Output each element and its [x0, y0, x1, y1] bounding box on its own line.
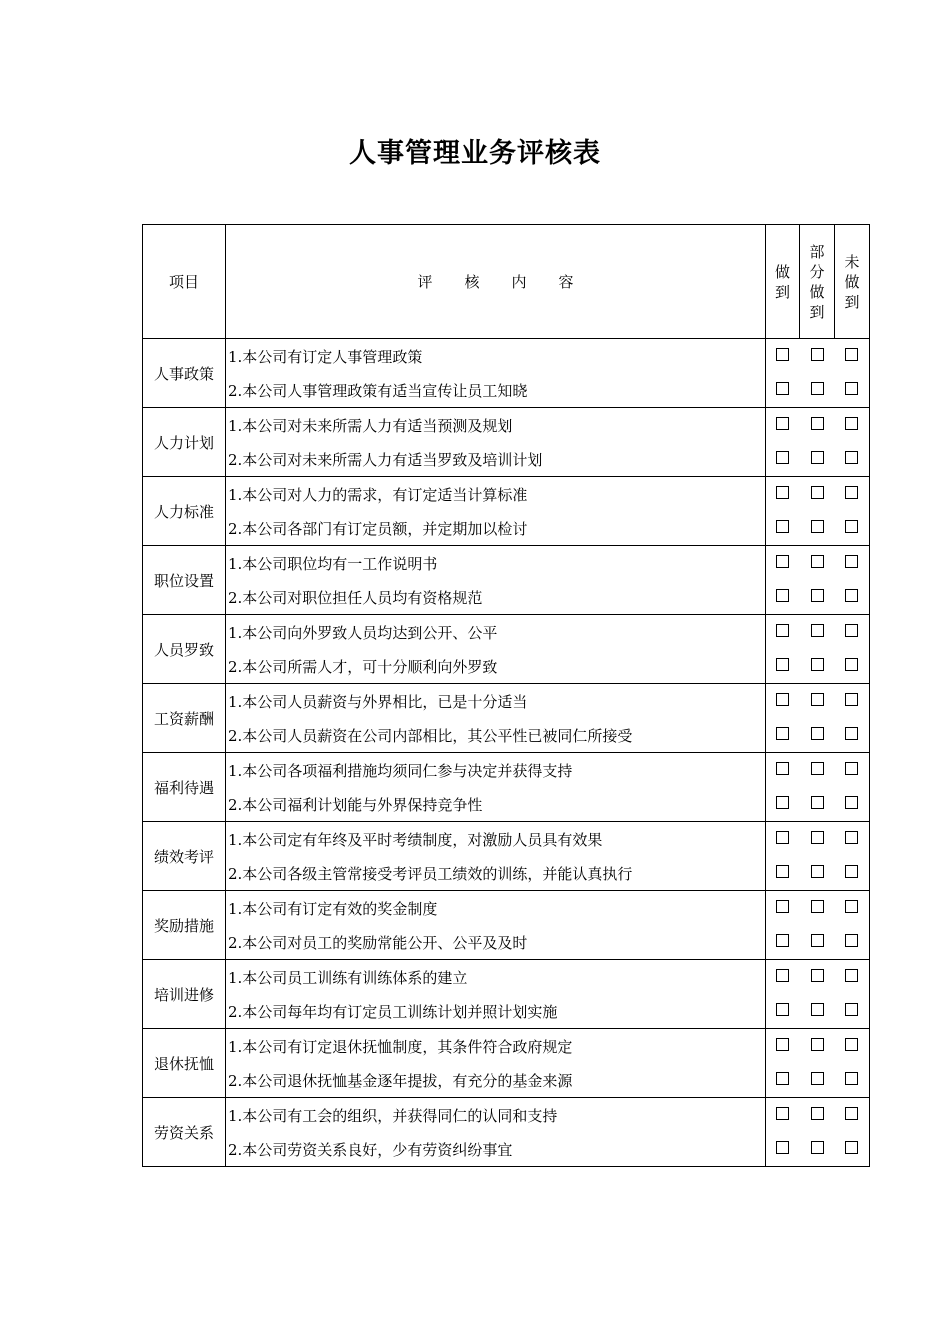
- checkbox-done[interactable]: [776, 796, 789, 809]
- checkbox-not-done[interactable]: [845, 589, 858, 602]
- category-cell: 劳资关系: [143, 1098, 226, 1167]
- checkbox-done[interactable]: [776, 624, 789, 637]
- checkbox-cell-partial: [800, 822, 835, 857]
- table-row: [143, 408, 870, 443]
- checkbox-partial[interactable]: [811, 589, 824, 602]
- table-row: [143, 718, 870, 753]
- table-row: [143, 373, 870, 408]
- checkbox-cell-not-done: [835, 1132, 870, 1167]
- checkbox-not-done[interactable]: [845, 693, 858, 706]
- checkbox-cell-partial: [800, 1098, 835, 1133]
- criteria-text: 2.本公司各部门有订定员额，并定期加以检讨: [226, 511, 766, 546]
- criteria-text: 2.本公司人事管理政策有适当宣传让员工知晓: [226, 373, 766, 408]
- checkbox-cell-not-done: [835, 684, 870, 719]
- category-cell: 奖励措施: [143, 891, 226, 960]
- checkbox-done[interactable]: [776, 486, 789, 499]
- checkbox-cell-partial: [800, 442, 835, 477]
- header-char: 部: [809, 242, 825, 261]
- checkbox-cell-partial: [800, 477, 835, 512]
- checkbox-done[interactable]: [776, 969, 789, 982]
- checkbox-cell-not-done: [835, 1063, 870, 1098]
- checkbox-cell-partial: [800, 408, 835, 443]
- criteria-text: 1.本公司对未来所需人力有适当预测及规划: [226, 408, 766, 443]
- checkbox-done[interactable]: [776, 589, 789, 602]
- category-cell: 培训进修: [143, 960, 226, 1029]
- checkbox-not-done[interactable]: [845, 969, 858, 982]
- header-char: 做: [809, 282, 825, 301]
- checkbox-done[interactable]: [776, 451, 789, 464]
- checkbox-cell-partial: [800, 994, 835, 1029]
- checkbox-cell-partial: [800, 960, 835, 995]
- checkbox-done[interactable]: [776, 762, 789, 775]
- category-cell: 人员罗致: [143, 615, 226, 684]
- checkbox-done[interactable]: [776, 1038, 789, 1051]
- header-done: [766, 225, 800, 339]
- checkbox-partial[interactable]: [811, 831, 824, 844]
- checkbox-partial[interactable]: [811, 624, 824, 637]
- header-item: 项目: [143, 225, 226, 339]
- table-row: [143, 339, 870, 374]
- checkbox-not-done[interactable]: [845, 520, 858, 533]
- checkbox-cell-done: [766, 684, 800, 719]
- header-char: 做: [844, 272, 860, 291]
- checkbox-cell-partial: [800, 649, 835, 684]
- header-char: 到: [844, 292, 860, 311]
- criteria-text: 2.本公司福利计划能与外界保持竞争性: [226, 787, 766, 822]
- checkbox-not-done[interactable]: [845, 1038, 858, 1051]
- header-char: 到: [774, 282, 790, 301]
- checkbox-cell-done: [766, 442, 800, 477]
- checkbox-not-done[interactable]: [845, 658, 858, 671]
- checkbox-cell-not-done: [835, 373, 870, 408]
- checkbox-cell-done: [766, 580, 800, 615]
- checkbox-partial[interactable]: [811, 382, 824, 395]
- table-row: [143, 1029, 870, 1064]
- table-row: [143, 994, 870, 1029]
- checkbox-not-done[interactable]: [845, 451, 858, 464]
- criteria-text: 2.本公司所需人才，可十分顺利向外罗致: [226, 649, 766, 684]
- checkbox-partial[interactable]: [811, 796, 824, 809]
- criteria-text: 2.本公司各级主管常接受考评员工绩效的训练，并能认真执行: [226, 856, 766, 891]
- criteria-text: 1.本公司有工会的组织，并获得同仁的认同和支持: [226, 1098, 766, 1133]
- checkbox-partial[interactable]: [811, 486, 824, 499]
- checkbox-partial[interactable]: [811, 555, 824, 568]
- checkbox-cell-partial: [800, 1132, 835, 1167]
- checkbox-cell-not-done: [835, 649, 870, 684]
- checkbox-done[interactable]: [776, 934, 789, 947]
- checkbox-cell-not-done: [835, 856, 870, 891]
- checkbox-cell-done: [766, 1098, 800, 1133]
- table-row: [143, 787, 870, 822]
- checkbox-cell-not-done: [835, 1098, 870, 1133]
- category-cell: 人事政策: [143, 339, 226, 408]
- checkbox-not-done[interactable]: [845, 1107, 858, 1120]
- table-row: [143, 960, 870, 995]
- checkbox-not-done[interactable]: [845, 348, 858, 361]
- checkbox-not-done[interactable]: [845, 762, 858, 775]
- checkbox-cell-done: [766, 615, 800, 650]
- criteria-text: 1.本公司员工训练有训练体系的建立: [226, 960, 766, 995]
- criteria-text: 2.本公司每年均有订定员工训练计划并照计划实施: [226, 994, 766, 1029]
- checkbox-cell-partial: [800, 787, 835, 822]
- header-row: [143, 225, 870, 339]
- table-row: [143, 1132, 870, 1167]
- checkbox-cell-done: [766, 649, 800, 684]
- category-cell: 退休抚恤: [143, 1029, 226, 1098]
- table-row: [143, 649, 870, 684]
- checkbox-done[interactable]: [776, 693, 789, 706]
- header-char: 做: [774, 262, 790, 281]
- checkbox-partial[interactable]: [811, 520, 824, 533]
- checkbox-cell-not-done: [835, 615, 870, 650]
- checkbox-cell-partial: [800, 891, 835, 926]
- checkbox-partial[interactable]: [811, 417, 824, 430]
- checkbox-cell-done: [766, 511, 800, 546]
- header-content-char: 容: [558, 273, 574, 291]
- checkbox-cell-not-done: [835, 994, 870, 1029]
- checkbox-done[interactable]: [776, 1107, 789, 1120]
- checkbox-cell-done: [766, 718, 800, 753]
- header-not-done: [835, 225, 870, 339]
- checkbox-cell-partial: [800, 511, 835, 546]
- checkbox-cell-not-done: [835, 891, 870, 926]
- checkbox-cell-not-done: [835, 787, 870, 822]
- page-title: 人事管理业务评核表: [349, 138, 601, 169]
- checkbox-cell-not-done: [835, 408, 870, 443]
- category-cell: 人力计划: [143, 408, 226, 477]
- checkbox-not-done[interactable]: [845, 555, 858, 568]
- checkbox-done[interactable]: [776, 658, 789, 671]
- criteria-text: 1.本公司对人力的需求，有订定适当计算标准: [226, 477, 766, 512]
- checkbox-partial[interactable]: [811, 658, 824, 671]
- category-cell: 人力标准: [143, 477, 226, 546]
- checkbox-cell-partial: [800, 546, 835, 581]
- checkbox-done[interactable]: [776, 555, 789, 568]
- checkbox-not-done[interactable]: [845, 934, 858, 947]
- checkbox-not-done[interactable]: [845, 1141, 858, 1154]
- checkbox-cell-not-done: [835, 511, 870, 546]
- checkbox-cell-partial: [800, 684, 835, 719]
- table-row: [143, 925, 870, 960]
- table-row: [143, 580, 870, 615]
- header-char: 分: [809, 262, 825, 281]
- checkbox-cell-done: [766, 856, 800, 891]
- checkbox-done[interactable]: [776, 382, 789, 395]
- checkbox-partial[interactable]: [811, 1003, 824, 1016]
- checkbox-done[interactable]: [776, 417, 789, 430]
- criteria-text: 1.本公司有订定退休抚恤制度，其条件符合政府规定: [226, 1029, 766, 1064]
- checkbox-cell-done: [766, 546, 800, 581]
- table-row: [143, 511, 870, 546]
- criteria-text: 1.本公司各项福利措施均须同仁参与决定并获得支持: [226, 753, 766, 788]
- criteria-text: 2.本公司对未来所需人力有适当罗致及培训计划: [226, 442, 766, 477]
- header-char: 未: [844, 252, 860, 271]
- checkbox-cell-not-done: [835, 546, 870, 581]
- checkbox-cell-partial: [800, 1063, 835, 1098]
- checkbox-not-done[interactable]: [845, 796, 858, 809]
- criteria-text: 1.本公司人员薪资与外界相比，已是十分适当: [226, 684, 766, 719]
- checkbox-cell-not-done: [835, 960, 870, 995]
- checkbox-cell-not-done: [835, 822, 870, 857]
- table-row: [143, 684, 870, 719]
- checkbox-cell-partial: [800, 580, 835, 615]
- checkbox-not-done[interactable]: [845, 624, 858, 637]
- checkbox-done[interactable]: [776, 348, 789, 361]
- checkbox-not-done[interactable]: [845, 382, 858, 395]
- criteria-text: 2.本公司人员薪资在公司内部相比，其公平性已被同仁所接受: [226, 718, 766, 753]
- checkbox-not-done[interactable]: [845, 1003, 858, 1016]
- checkbox-cell-done: [766, 891, 800, 926]
- checkbox-cell-done: [766, 339, 800, 374]
- checkbox-partial[interactable]: [811, 1141, 824, 1154]
- checkbox-cell-partial: [800, 753, 835, 788]
- criteria-text: 1.本公司职位均有一工作说明书: [226, 546, 766, 581]
- checkbox-done[interactable]: [776, 727, 789, 740]
- checkbox-partial[interactable]: [811, 865, 824, 878]
- checkbox-done[interactable]: [776, 1003, 789, 1016]
- criteria-text: 1.本公司有订定人事管理政策: [226, 339, 766, 374]
- checkbox-not-done[interactable]: [845, 486, 858, 499]
- checkbox-cell-done: [766, 373, 800, 408]
- category-cell: 工资薪酬: [143, 684, 226, 753]
- checkbox-cell-partial: [800, 925, 835, 960]
- checkbox-done[interactable]: [776, 1072, 789, 1085]
- checkbox-partial[interactable]: [811, 693, 824, 706]
- checkbox-done[interactable]: [776, 865, 789, 878]
- evaluation-table: [142, 224, 870, 1167]
- checkbox-cell-done: [766, 408, 800, 443]
- category-cell: 绩效考评: [143, 822, 226, 891]
- checkbox-partial[interactable]: [811, 1072, 824, 1085]
- table-row: [143, 1063, 870, 1098]
- category-cell: 福利待遇: [143, 753, 226, 822]
- criteria-text: 1.本公司有订定有效的奖金制度: [226, 891, 766, 926]
- checkbox-cell-done: [766, 1029, 800, 1064]
- checkbox-partial[interactable]: [811, 934, 824, 947]
- checkbox-not-done[interactable]: [845, 727, 858, 740]
- checkbox-not-done[interactable]: [845, 831, 858, 844]
- table-row: [143, 1098, 870, 1133]
- checkbox-done[interactable]: [776, 900, 789, 913]
- table-row: [143, 615, 870, 650]
- checkbox-cell-done: [766, 1132, 800, 1167]
- checkbox-cell-partial: [800, 718, 835, 753]
- checkbox-cell-not-done: [835, 753, 870, 788]
- criteria-text: 1.本公司向外罗致人员均达到公开、公平: [226, 615, 766, 650]
- checkbox-partial[interactable]: [811, 1038, 824, 1051]
- table-row: [143, 822, 870, 857]
- checkbox-not-done[interactable]: [845, 865, 858, 878]
- checkbox-cell-partial: [800, 615, 835, 650]
- criteria-text: 2.本公司对员工的奖励常能公开、公平及及时: [226, 925, 766, 960]
- checkbox-done[interactable]: [776, 520, 789, 533]
- checkbox-cell-not-done: [835, 442, 870, 477]
- checkbox-cell-not-done: [835, 718, 870, 753]
- checkbox-not-done[interactable]: [845, 1072, 858, 1085]
- checkbox-cell-partial: [800, 856, 835, 891]
- checkbox-partial[interactable]: [811, 727, 824, 740]
- checkbox-cell-done: [766, 787, 800, 822]
- checkbox-not-done[interactable]: [845, 900, 858, 913]
- criteria-text: 2.本公司劳资关系良好，少有劳资纠纷事宜: [226, 1132, 766, 1167]
- criteria-text: 2.本公司退休抚恤基金逐年提拔，有充分的基金来源: [226, 1063, 766, 1098]
- checkbox-cell-done: [766, 822, 800, 857]
- checkbox-cell-done: [766, 994, 800, 1029]
- table-row: [143, 546, 870, 581]
- checkbox-cell-done: [766, 753, 800, 788]
- checkbox-cell-not-done: [835, 477, 870, 512]
- checkbox-done[interactable]: [776, 831, 789, 844]
- checkbox-partial[interactable]: [811, 348, 824, 361]
- table-row: [143, 856, 870, 891]
- header-content-char: 内: [511, 273, 527, 291]
- checkbox-cell-done: [766, 925, 800, 960]
- table-row: [143, 753, 870, 788]
- checkbox-cell-done: [766, 477, 800, 512]
- table-row: [143, 442, 870, 477]
- checkbox-not-done[interactable]: [845, 417, 858, 430]
- checkbox-cell-done: [766, 960, 800, 995]
- checkbox-cell-not-done: [835, 339, 870, 374]
- table-row: [143, 891, 870, 926]
- checkbox-partial[interactable]: [811, 762, 824, 775]
- checkbox-cell-partial: [800, 1029, 835, 1064]
- table-row: [143, 477, 870, 512]
- checkbox-cell-partial: [800, 373, 835, 408]
- category-cell: 职位设置: [143, 546, 226, 615]
- criteria-text: 2.本公司对职位担任人员均有资格规范: [226, 580, 766, 615]
- checkbox-cell-done: [766, 1063, 800, 1098]
- header-char: 到: [809, 302, 825, 321]
- checkbox-partial[interactable]: [811, 451, 824, 464]
- checkbox-cell-not-done: [835, 1029, 870, 1064]
- header-content: [226, 225, 766, 339]
- checkbox-partial[interactable]: [811, 969, 824, 982]
- checkbox-cell-partial: [800, 339, 835, 374]
- checkbox-cell-not-done: [835, 925, 870, 960]
- header-content-char: 评: [417, 273, 433, 291]
- header-content-char: 核: [464, 273, 480, 291]
- header-partial: [800, 225, 835, 339]
- checkbox-partial[interactable]: [811, 1107, 824, 1120]
- criteria-text: 1.本公司定有年终及平时考绩制度，对激励人员具有效果: [226, 822, 766, 857]
- checkbox-cell-not-done: [835, 580, 870, 615]
- checkbox-partial[interactable]: [811, 900, 824, 913]
- checkbox-done[interactable]: [776, 1141, 789, 1154]
